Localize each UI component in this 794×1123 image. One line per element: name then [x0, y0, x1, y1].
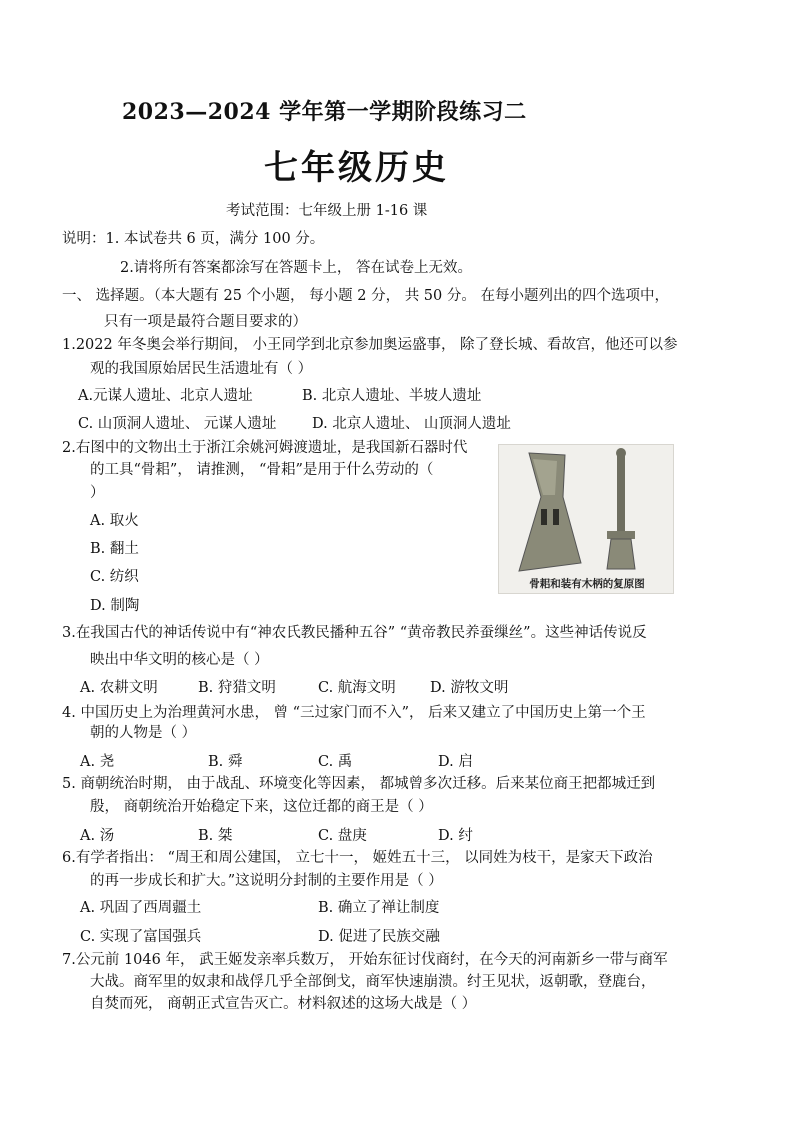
question-6-stem-cont: 的再一步成长和扩大。”这说明分封制的主要作用是（ ）: [90, 873, 443, 889]
question-1-option-a: A.元谋人遗址、北京人遗址: [78, 388, 253, 404]
question-2-stem-cont: 的工具“骨耜”， 请推测， “骨耜”是用于什么劳动的（: [90, 462, 434, 478]
question-1-option-c: C. 山顶洞人遗址、 元谋人遗址: [78, 416, 277, 432]
question-2-option-a: A. 取火: [90, 513, 139, 529]
question-4-option-b: B. 舜: [208, 754, 243, 770]
bone-spade-figure: [498, 444, 674, 594]
question-5-option-d: D. 纣: [438, 828, 473, 844]
instruction-line-2: 2.请将所有答案都涂写在答题卡上， 答在试卷上无效。: [120, 260, 472, 276]
question-7-stem-cont: 大战。商军里的奴隶和战俘几乎全部倒戈，商军快速崩溃。纣王见状，返朝歌，登鹿台，: [90, 974, 656, 990]
question-3-option-b: B. 狩猎文明: [198, 680, 276, 696]
question-6-option-c: C. 实现了富国强兵: [80, 929, 202, 945]
section-heading: 一、 选择题。（本大题有 25 个小题， 每小题 2 分， 共 50 分。 在每小题列出的四个选项中，: [62, 288, 669, 304]
question-4-option-c: C. 禹: [318, 754, 353, 770]
question-5-option-a: A. 汤: [80, 828, 115, 844]
section-heading-cont: 只有一项是最符合题目要求的）: [104, 314, 307, 330]
question-2-stem: 2.右图中的文物出土于浙江余姚河姆渡遗址，是我国新石器时代: [62, 440, 468, 456]
question-7-stem: 7.公元前 1046 年， 武王姬发亲率兵数万， 开始东征讨伐商纣，在今天的河南新乡一带与商军: [62, 952, 668, 968]
question-1-option-d: D. 北京人遗址、 山顶洞人遗址: [312, 416, 511, 432]
figure-caption: 骨耜和装有木柄的复原图: [529, 578, 645, 590]
question-4-option-a: A. 尧: [80, 754, 115, 770]
question-7-stem-end: 自焚而死， 商朝正式宣告灭亡。材料叙述的这场大战是（ ）: [90, 996, 477, 1012]
question-6-stem: 6.有学者指出： “周王和周公建国， 立七十一， 姬姓五十三， 以同姓为枝干，是家天下政治: [62, 850, 653, 866]
question-3-option-a: A. 农耕文明: [80, 680, 158, 696]
question-5-stem-cont: 殷， 商朝统治开始稳定下来，这位迁都的商王是（ ）: [90, 799, 433, 815]
bone-spade-illustration: [499, 445, 675, 595]
instruction-line-1: 说明：1. 本试卷共 6 页，满分 100 分。: [62, 231, 325, 247]
question-3-stem: 3.在我国古代的神话传说中有“神农氏教民播种五谷” “黄帝教民养蚕缫丝”。这些神话传说反: [62, 625, 647, 641]
question-2-stem-end: ）: [90, 485, 105, 501]
exam-scope: 考试范围：七年级上册 1-16 课: [226, 203, 428, 219]
question-6-option-a: A. 巩固了西周疆土: [80, 900, 202, 916]
question-3-option-c: C. 航海文明: [318, 680, 396, 696]
question-6-option-b: B. 确立了禅让制度: [318, 900, 440, 916]
question-2-option-b: B. 翻土: [90, 541, 139, 557]
subject-title: 七年级历史: [264, 148, 449, 188]
question-4-option-d: D. 启: [438, 754, 473, 770]
question-6-option-d: D. 促进了民族交融: [318, 929, 440, 945]
question-2-option-c: C. 纺织: [90, 569, 139, 585]
question-5-option-b: B. 桀: [198, 828, 233, 844]
question-3-option-d: D. 游牧文明: [430, 680, 509, 696]
question-1-option-b: B. 北京人遗址、半坡人遗址: [302, 388, 482, 404]
question-1-stem-cont: 观的我国原始居民生活遗址有（ ）: [90, 361, 313, 377]
question-3-stem-cont: 映出中华文明的核心是（ ）: [90, 652, 269, 668]
question-4-stem-cont: 朝的人物是（ ）: [90, 725, 197, 741]
question-2-option-d: D. 制陶: [90, 598, 140, 614]
question-5-stem: 5. 商朝统治时期， 由于战乱、环境变化等因素， 都城曾多次迁移。后来某位商王把都城迁到: [62, 776, 656, 792]
question-5-option-c: C. 盘庚: [318, 828, 367, 844]
question-4-stem: 4. 中国历史上为治理黄河水患， 曾 “三过家门而不入”， 后来又建立了中国历史上第一个王: [62, 705, 646, 721]
question-1-stem: 1.2022 年冬奥会举行期间， 小王同学到北京参加奥运盛事， 除了登长城、看故宫，他还可以参: [62, 337, 678, 353]
exam-title: 2023—2024 学年第一学期阶段练习二: [122, 99, 527, 125]
